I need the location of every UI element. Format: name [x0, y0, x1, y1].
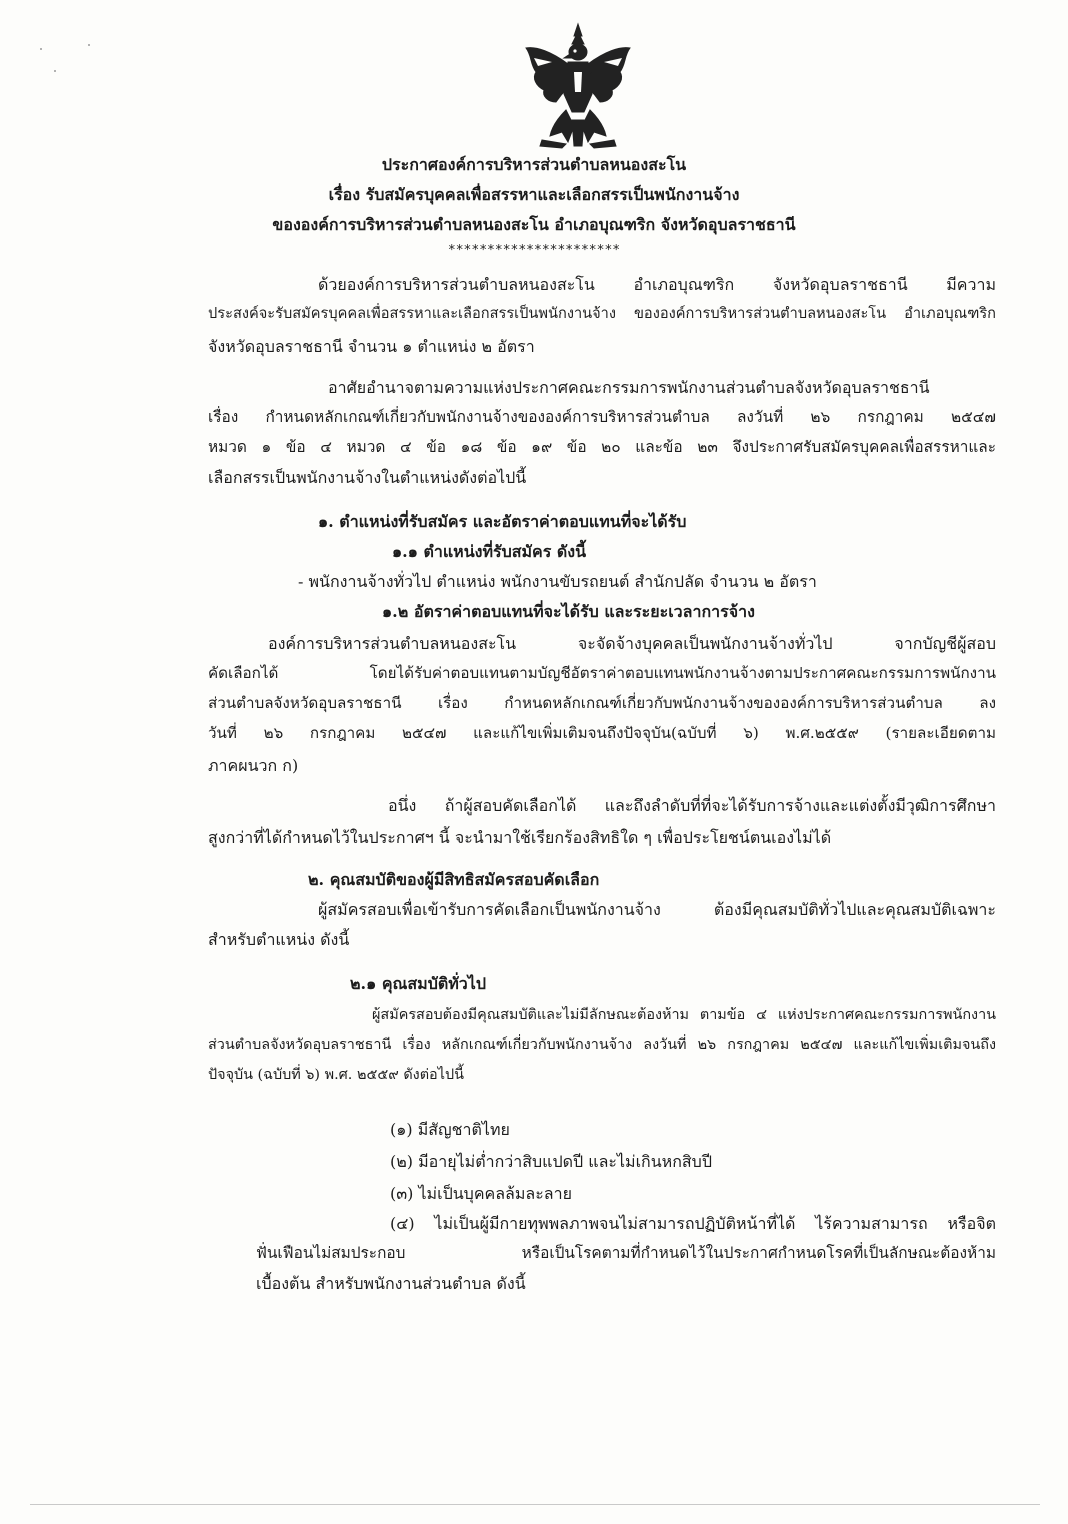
paragraph-6-line: ผู้สมัครสอบต้องมีคุณสมบัติและไม่มีลักษณะต้องห้าม ตามข้อ ๔ แห่งประกาศคณะกรรมการพนักงาน	[372, 1007, 996, 1023]
announcement-title: ประกาศองค์การบริหารส่วนตำบลหนองสะโน	[381, 155, 687, 174]
scan-edge-line	[30, 1504, 1040, 1505]
section-1-2-heading: ๑.๒ อัตราค่าตอบแทนที่จะได้รับ และระยะเวลาการจ้าง	[382, 602, 755, 621]
paragraph-4-line: อนึ่ง ถ้าผู้สอบคัดเลือกได้ และถึงลำดับที่ที่จะได้รับการจ้างและแต่งตั้งมีวุฒิการศึกษา	[388, 796, 996, 815]
paragraph-1-line: ประสงค์จะรับสมัครบุคคลเพื่อสรรหาและเลือกสรรเป็นพนักงานจ้าง ขององค์การบริหารส่วนตำบลหนองสะโน อำเภอบุณฑริก	[208, 305, 996, 322]
paragraph-2-line: อาศัยอำนาจตามความแห่งประกาศคณะกรรมการพนักงานส่วนตำบลจังหวัดอุบลราชธานี	[328, 378, 930, 397]
section-2-1-heading: ๒.๑ คุณสมบัติทั่วไป	[350, 974, 486, 993]
qualification-item-2: (๒) มีอายุไม่ต่ำกว่าสิบแปดปี และไม่เกินหกสิบปี	[390, 1152, 712, 1171]
paragraph-5-line: ผู้สมัครสอบเพื่อเข้ารับการคัดเลือกเป็นพนักงานจ้าง ต้องมีคุณสมบัติทั่วไปและคุณสมบัติเฉพาะ	[318, 900, 996, 919]
announcement-organization: ขององค์การบริหารส่วนตำบลหนองสะโน อำเภอบุณฑริก จังหวัดอุบลราชธานี	[272, 215, 796, 234]
paragraph-2-line: เรื่อง กำหนดหลักเกณฑ์เกี่ยวกับพนักงานจ้างขององค์การบริหารส่วนตำบล ลงวันที่ ๒๖ กรกฎาคม ๒๕๔๗	[208, 408, 996, 426]
section-2-heading: ๒. คุณสมบัติของผู้มีสิทธิสมัครสอบคัดเลือก	[308, 870, 600, 889]
qualification-item-4-line: (๔) ไม่เป็นผู้มีกายทุพพลภาพจนไม่สามารถปฏิบัติหน้าที่ได้ ไร้ความสามารถ หรือจิต	[390, 1214, 996, 1233]
scan-speck	[54, 70, 56, 72]
paragraph-6-line: ปัจจุบัน (ฉบับที่ ๖) พ.ศ. ๒๕๕๙ ดังต่อไปนี้	[208, 1067, 464, 1083]
paragraph-3-line: คัดเลือกได้ โดยได้รับค่าตอบแทนตามบัญชีอัตราค่าตอบแทนพนักงานจ้างตามประกาศคณะกรรมการพนักงาน	[208, 664, 996, 682]
paragraph-1-line: จังหวัดอุบลราชธานี จำนวน ๑ ตำแหน่ง ๒ อัตรา	[208, 337, 535, 356]
paragraph-1-line: ด้วยองค์การบริหารส่วนตำบลหนองสะโน อำเภอบุณฑริก จังหวัดอุบลราชธานี มีความ	[318, 275, 996, 294]
paragraph-4-line: สูงกว่าที่ได้กำหนดไว้ในประกาศฯ นี้ จะนำมาใช้เรียกร้องสิทธิใด ๆ เพื่อประโยชน์ตนเองไม่ได้	[208, 828, 832, 847]
qualification-item-4-line: ฟั่นเฟือนไม่สมประกอบ หรือเป็นโรคตามที่กำหนดไว้ในประกาศกำหนดโรคที่เป็นลักษณะต้องห้าม	[256, 1244, 996, 1262]
announcement-subject: เรื่อง รับสมัครบุคคลเพื่อสรรหาและเลือกสรรเป็นพนักงานจ้าง	[328, 185, 740, 204]
paragraph-2-line: เลือกสรรเป็นพนักงานจ้างในตำแหน่งดังต่อไปนี้	[208, 468, 527, 487]
paragraph-5-line: สำหรับตำแหน่ง ดังนี้	[208, 930, 350, 949]
garuda-emblem-icon	[522, 22, 634, 150]
paragraph-2-line: หมวด ๑ ข้อ ๔ หมวด ๔ ข้อ ๑๘ ข้อ ๑๙ ข้อ ๒๐ และข้อ ๒๓ จึงประกาศรับสมัครบุคคลเพื่อสรรหาและ	[208, 438, 996, 456]
stars-divider: **********************	[447, 243, 621, 258]
section-1-1-heading: ๑.๑ ตำแหน่งที่รับสมัคร ดังนี้	[392, 542, 587, 561]
paragraph-6-line: ส่วนตำบลจังหวัดอุบลราชธานี เรื่อง หลักเกณฑ์เกี่ยวกับพนักงานจ้าง ลงวันที่ ๒๖ กรกฎาคม ๒๕๔๗ และแก้ไขเพิ่มเติมจนถึง	[208, 1037, 996, 1053]
qualification-item-4-line: เบื้องต้น สำหรับพนักงานส่วนตำบล ดังนี้	[256, 1274, 526, 1293]
scan-speck	[40, 48, 42, 50]
paragraph-3-line: วันที่ ๒๖ กรกฎาคม ๒๕๔๗ และแก้ไขเพิ่มเติมจนถึงปัจจุบัน(ฉบับที่ ๖) พ.ศ.๒๕๕๙ (รายละเอียดตาม	[208, 724, 996, 742]
paragraph-3-line: ส่วนตำบลจังหวัดอุบลราชธานี เรื่อง กำหนดหลักเกณฑ์เกี่ยวกับพนักงานจ้างขององค์การบริหารส่วนตำบล ลง	[208, 694, 996, 712]
qualification-item-3: (๓) ไม่เป็นบุคคลล้มละลาย	[390, 1184, 572, 1203]
qualification-item-1: (๑) มีสัญชาติไทย	[390, 1120, 510, 1139]
scan-speck	[88, 44, 90, 46]
section-1-1-item: - พนักงานจ้างทั่วไป ตำแหน่ง พนักงานขับรถยนต์ สำนักปลัด จำนวน ๒ อัตรา	[298, 572, 817, 591]
paragraph-3-line: องค์การบริหารส่วนตำบลหนองสะโน จะจัดจ้างบุคคลเป็นพนักงานจ้างทั่วไป จากบัญชีผู้สอบ	[268, 634, 996, 653]
paragraph-3-line: ภาคผนวก ก)	[208, 756, 299, 775]
section-1-heading: ๑. ตำแหน่งที่รับสมัคร และอัตราค่าตอบแทนที่จะได้รับ	[318, 512, 687, 531]
